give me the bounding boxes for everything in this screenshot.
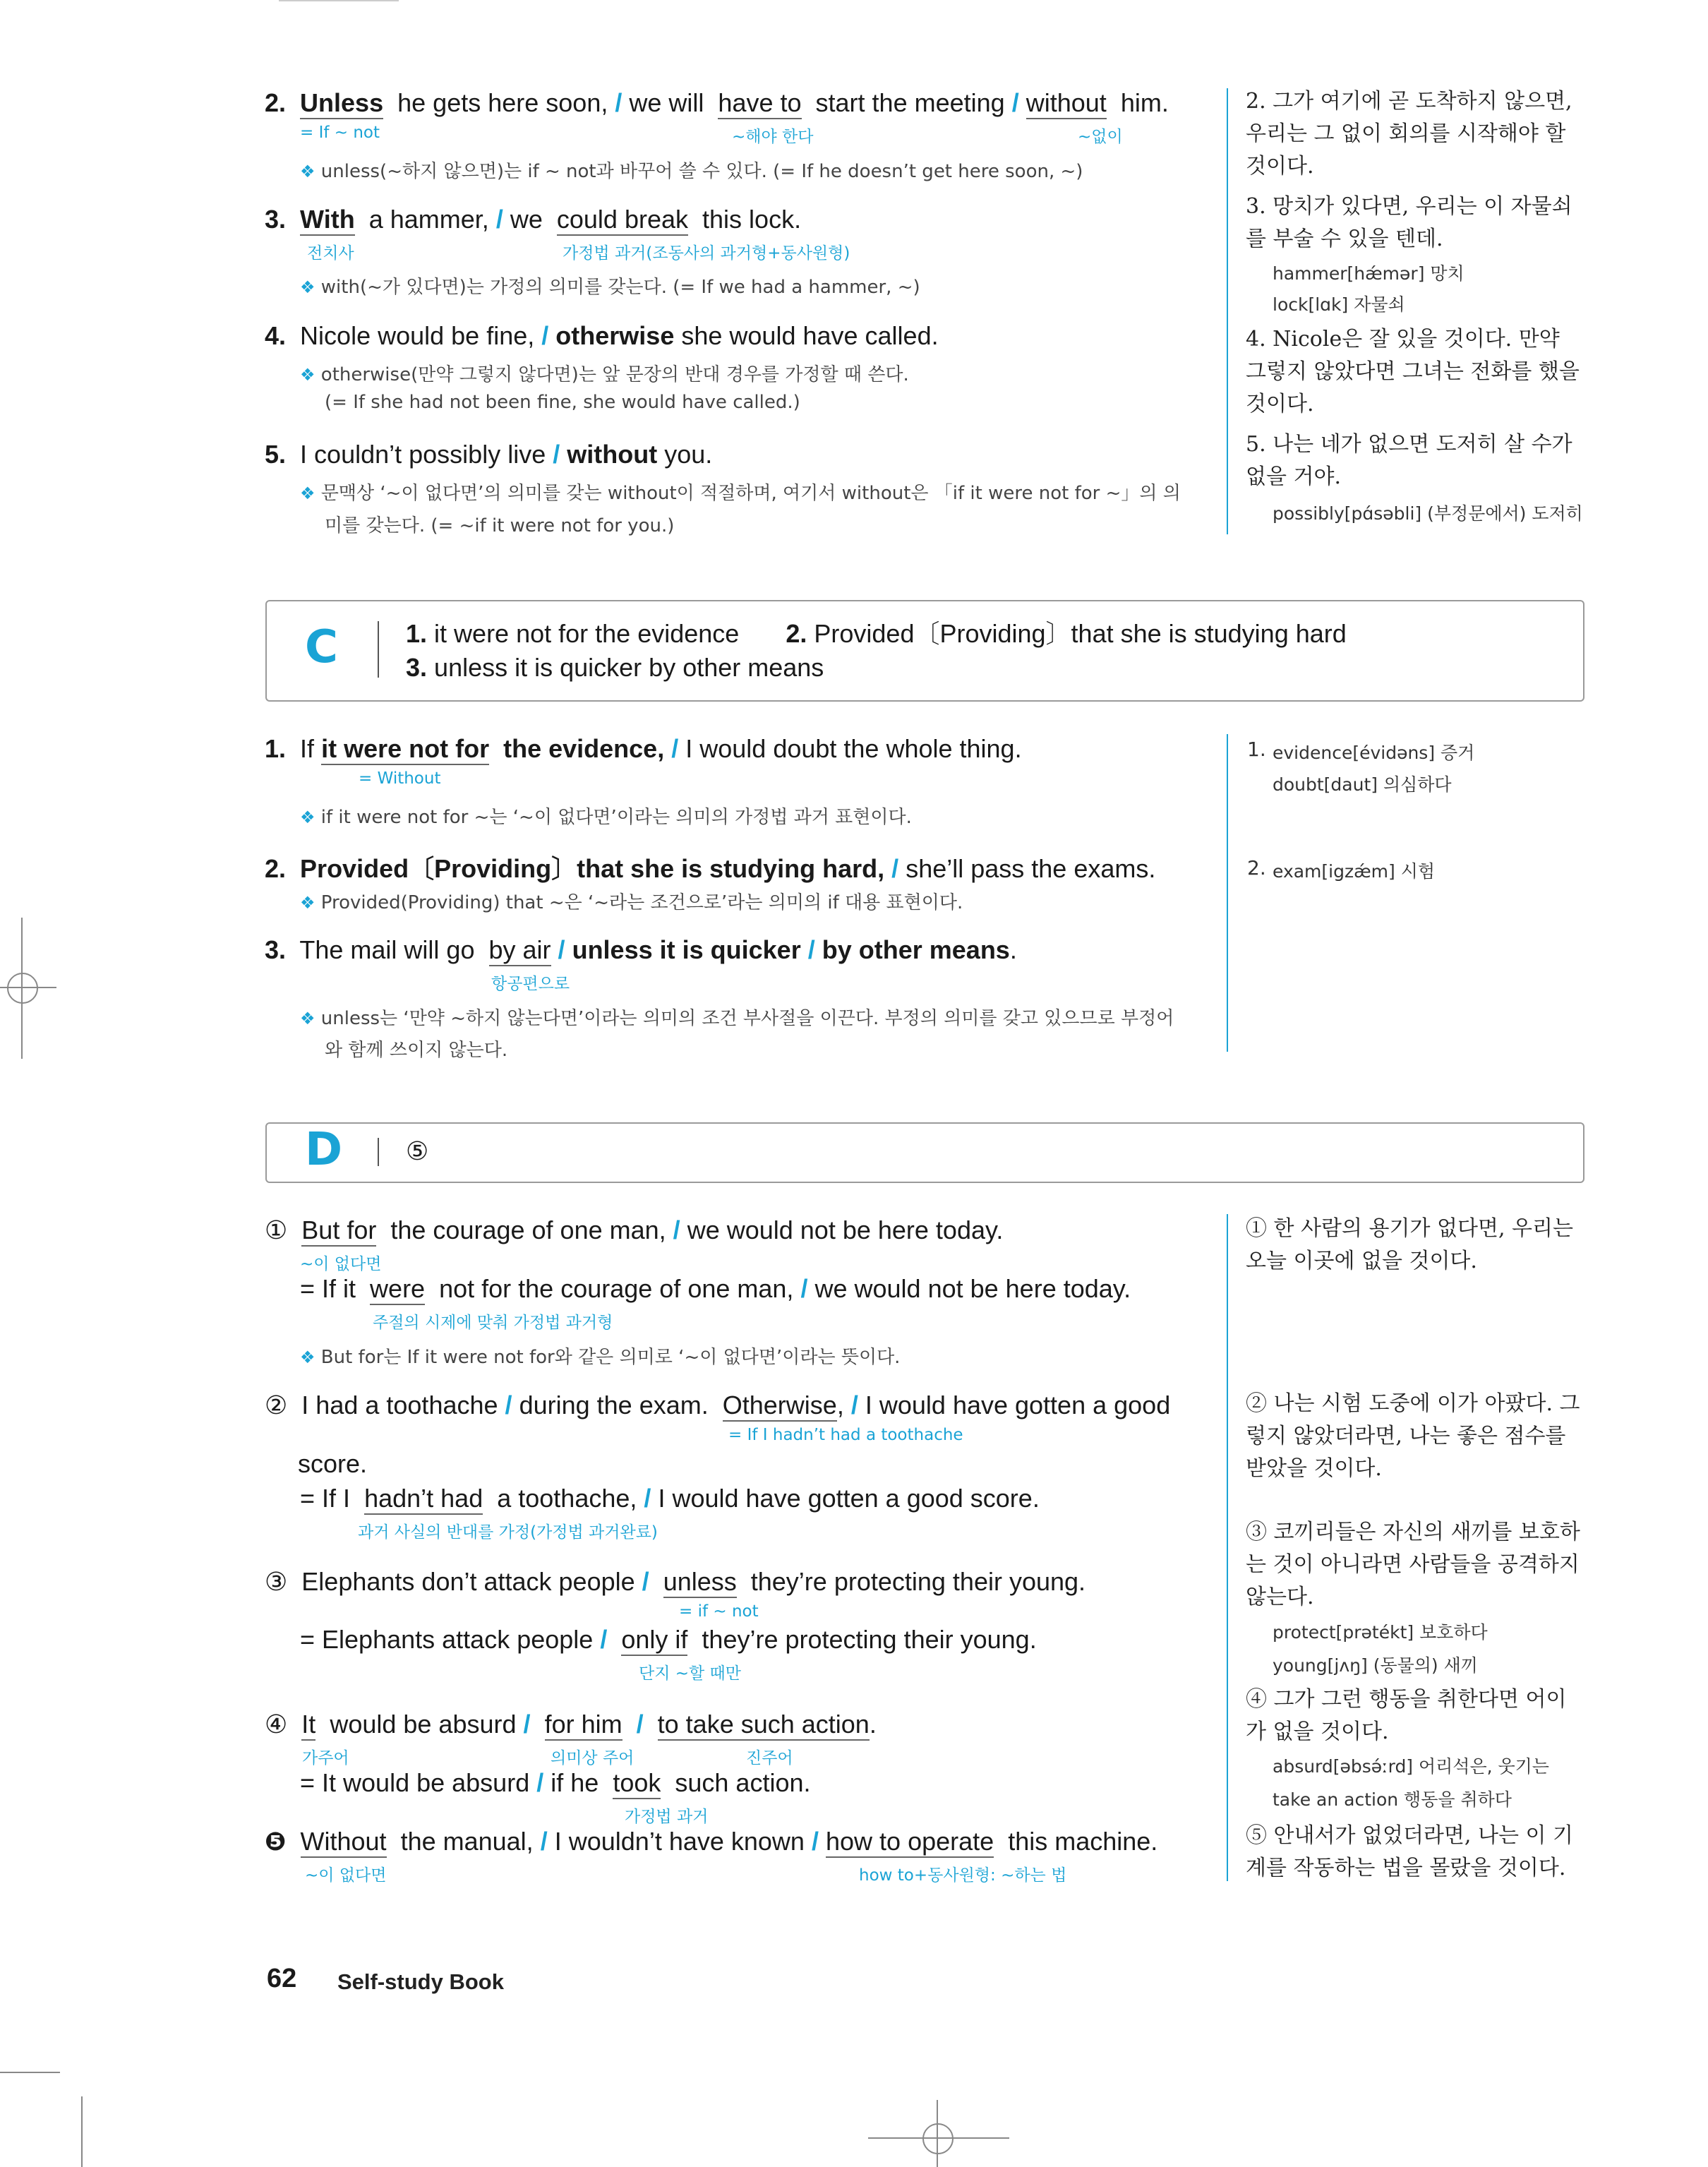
d3-sentence-2: = Elephants attack people / only if they’re protecting their young. xyxy=(300,1625,1037,1655)
d2-sentence-cont: score. xyxy=(298,1449,368,1478)
b4-note-2: (= If she had not been fine, she would have called.) xyxy=(325,392,800,413)
d3-vocab-2: young[jʌŋ] (동물의) 새끼 xyxy=(1273,1655,1478,1676)
d4-gloss-1: 가주어 xyxy=(302,1749,349,1767)
b2-sentence: 2. Unless he gets here soon, / we will have to start the meeting / without him. xyxy=(265,88,1169,118)
b2-note: ❖ unless(~하지 않으면)는 if ~ not과 바꾸어 쓸 수 있다. (= If he doesn’t get here soon, ~) xyxy=(300,161,1083,182)
d3-gloss: = if ~ not xyxy=(679,1602,759,1621)
d1-korean: ① 한 사람의 용기가 없다면, 우리는 오늘 이곳에 없을 것이다. xyxy=(1246,1216,1573,1273)
d5-gloss-1: ~이 없다면 xyxy=(305,1866,387,1885)
section-d-bar xyxy=(378,1138,379,1166)
reg-mark-bottom-circle xyxy=(922,2123,954,2154)
b2-gloss-without: ~없이 xyxy=(1078,128,1123,146)
crop-mark-bottom-left-v xyxy=(81,2096,83,2167)
b5-sentence: 5. I couldn’t possibly live / without you. xyxy=(265,440,713,469)
c1-vocab-2: doubt[daut] 의심하다 xyxy=(1273,774,1452,795)
d4-gloss-3: 진주어 xyxy=(746,1749,793,1767)
reg-mark-left-circle xyxy=(7,973,38,1004)
d1-sentence: ① But for the courage of one man, / we would not be here today. xyxy=(265,1215,1003,1245)
c1-note: ❖ if it were not for ~는 ‘~이 없다면’이라는 의미의 가정법 과거 표현이다. xyxy=(300,807,912,828)
c1-gloss: = Without xyxy=(359,769,441,788)
diamond-icon: ❖ xyxy=(300,162,315,181)
c3-gloss: 항공편으로 xyxy=(491,975,570,993)
d1-sentence-2: = If it were not for the courage of one man, / we would not be here today. xyxy=(300,1274,1131,1304)
b5-note-1: ❖ 문맥상 ‘~이 없다면’의 의미를 갖는 without이 적절하며, 여기서 without은 「if it were not for ~」의 의 xyxy=(300,483,1181,504)
section-c-bar xyxy=(378,621,379,678)
divider-c xyxy=(1227,734,1228,1052)
b5-korean: 5. 나는 네가 없으면 도저히 살 수가 없을 거야. xyxy=(1246,432,1572,489)
diamond-icon: ❖ xyxy=(300,808,315,827)
d4-gloss-4: 가정법 과거 xyxy=(625,1808,709,1826)
d2-sentence: ② I had a toothache / during the exam. Otherwise, / I would have gotten a good xyxy=(265,1391,1170,1420)
d5-korean: ⑤ 안내서가 없었더라면, 나는 이 기계를 작동하는 법을 몰랐을 것이다. xyxy=(1246,1823,1573,1880)
section-d-letter: D xyxy=(305,1124,343,1176)
c1-sentence: 1. If it were not for the evidence, / I would doubt the whole thing. xyxy=(265,734,1022,764)
crop-mark-top xyxy=(279,0,399,1)
divider-d xyxy=(1227,1214,1228,1881)
c2-sentence: 2. Provided〔Providing〕that she is studying hard, / she’ll pass the exams. xyxy=(265,854,1156,883)
b3-vocab-2: lock[lɑk] 자물쇠 xyxy=(1273,294,1405,315)
b3-gloss-with: 전치사 xyxy=(307,244,354,263)
page-number: 62 xyxy=(267,1964,297,1993)
section-d-answer: ⑤ xyxy=(406,1136,429,1165)
c1-vocab-num: 1. xyxy=(1247,738,1266,761)
d2-sentence-2: = If I hadn’t had a toothache, / I would have gotten a good score. xyxy=(300,1484,1040,1513)
d1-gloss: ~이 없다면 xyxy=(300,1255,382,1273)
d5-sentence: ❺ Without the manual, / I wouldn’t have known / how to operate this machine. xyxy=(265,1827,1157,1856)
section-d-answer-box xyxy=(265,1122,1584,1183)
book-title: Self-study Book xyxy=(337,1969,504,1994)
b3-note: ❖ with(~가 있다면)는 가정의 의미를 갖는다. (= If we had a hammer, ~) xyxy=(300,277,920,298)
d5-gloss-2: how to+동사원형: ~하는 법 xyxy=(859,1866,1067,1885)
b3-vocab-1: hammer[hǽmər] 망치 xyxy=(1273,263,1465,284)
d3-korean: ③ 코끼리들은 자신의 새끼를 보호하는 것이 아니라면 사람들을 공격하지 않는다. xyxy=(1246,1520,1580,1609)
divider-b xyxy=(1227,88,1228,534)
b2-korean: 2. 그가 여기에 곧 도착하지 않으면, 우리는 그 없이 회의를 시작해야 할 것이다. xyxy=(1246,89,1572,179)
d4-korean: ④ 그가 그런 행동을 취한다면 어이가 없을 것이다. xyxy=(1246,1687,1567,1744)
d1-gloss-2: 주절의 시제에 맞춰 가정법 과거형 xyxy=(373,1314,613,1332)
crop-mark-bottom-left-h xyxy=(0,2072,60,2073)
c2-vocab-num: 2. xyxy=(1247,856,1266,880)
d3-sentence: ③ Elephants don’t attack people / unless they’re protecting their young. xyxy=(265,1567,1085,1597)
d3-gloss-2: 단지 ~할 때만 xyxy=(639,1664,741,1683)
c2-vocab-1: exam[igzǽm] 시험 xyxy=(1273,861,1436,882)
d2-gloss-2: 과거 사실의 반대를 가정(가정법 과거완료) xyxy=(358,1523,658,1542)
b5-vocab: possibly[pɑ́səbli] (부정문에서) 도저히 xyxy=(1273,503,1583,524)
d3-vocab-1: protect[prətékt] 보호하다 xyxy=(1273,1622,1488,1643)
d4-sentence: ④ It would be absurd / for him / to take such action. xyxy=(265,1710,877,1739)
diamond-icon: ❖ xyxy=(300,1347,315,1367)
section-c-answers-line2: 3. unless it is quicker by other means xyxy=(406,653,824,682)
b5-note-2: 미를 갖는다. (= ~if it were not for you.) xyxy=(325,515,675,536)
d4-vocab-1: absurd[əbsə́ːrd] 어리석은, 웃기는 xyxy=(1273,1756,1549,1777)
b2-gloss-have-to: ~해야 한다 xyxy=(732,128,814,146)
diamond-icon: ❖ xyxy=(300,484,315,503)
b4-sentence: 4. Nicole would be fine, / otherwise she would have called. xyxy=(265,321,939,350)
diamond-icon: ❖ xyxy=(300,893,315,913)
c3-sentence: 3. The mail will go by air / unless it is quicker / by other means. xyxy=(265,935,1017,965)
b3-sentence: 3. With a hammer, / we could break this lock. xyxy=(265,205,801,234)
section-c-letter: C xyxy=(305,621,338,673)
diamond-icon: ❖ xyxy=(300,277,315,297)
b3-gloss-could-break: 가정법 과거(조동사의 과거형+동사원형) xyxy=(563,244,850,263)
d1-note: ❖ But for는 If it were not for와 같은 의미로 ‘~이 없다면’이라는 뜻이다. xyxy=(300,1347,901,1368)
b2-gloss-unless: = If ~ not xyxy=(300,124,380,142)
c1-vocab-1: evidence[évidəns] 증거 xyxy=(1273,743,1475,763)
d2-gloss: = If I hadn’t had a toothache xyxy=(728,1426,963,1444)
diamond-icon: ❖ xyxy=(300,1009,315,1028)
b4-korean: 4. Nicole은 잘 있을 것이다. 만약 그렇지 않았다면 그녀는 전화를 했을 것이다. xyxy=(1246,327,1580,416)
b4-note-1: ❖ otherwise(만약 그렇지 않다면)는 앞 문장의 반대 경우를 가정할 때 쓴다. xyxy=(300,364,909,385)
c3-note-2: 와 함께 쓰이지 않는다. xyxy=(325,1040,508,1061)
diamond-icon: ❖ xyxy=(300,365,315,385)
d2-korean: ② 나는 시험 도중에 이가 아팠다. 그렇지 않았더라면, 나는 좋은 점수를 받았을 것이다. xyxy=(1246,1391,1580,1481)
b3-korean: 3. 망치가 있다면, 우리는 이 자물쇠를 부술 수 있을 텐데. xyxy=(1246,194,1572,251)
c3-note-1: ❖ unless는 ‘만약 ~하지 않는다면’이라는 의미의 조건 부사절을 이끈다. 부정의 의미를 갖고 있으므로 부정어 xyxy=(300,1008,1174,1029)
d4-gloss-2: 의미상 주어 xyxy=(551,1749,635,1767)
c2-note: ❖ Provided(Providing) that ~은 ‘~라는 조건으로’라는 의미의 if 대용 표현이다. xyxy=(300,892,963,913)
d4-sentence-2: = It would be absurd / if he took such action. xyxy=(300,1768,811,1798)
d4-vocab-2: take an action 행동을 취하다 xyxy=(1273,1789,1512,1810)
section-c-answers-line1: 1. it were not for the evidence 2. Provided〔Providing〕that she is studying hard xyxy=(406,619,1347,648)
